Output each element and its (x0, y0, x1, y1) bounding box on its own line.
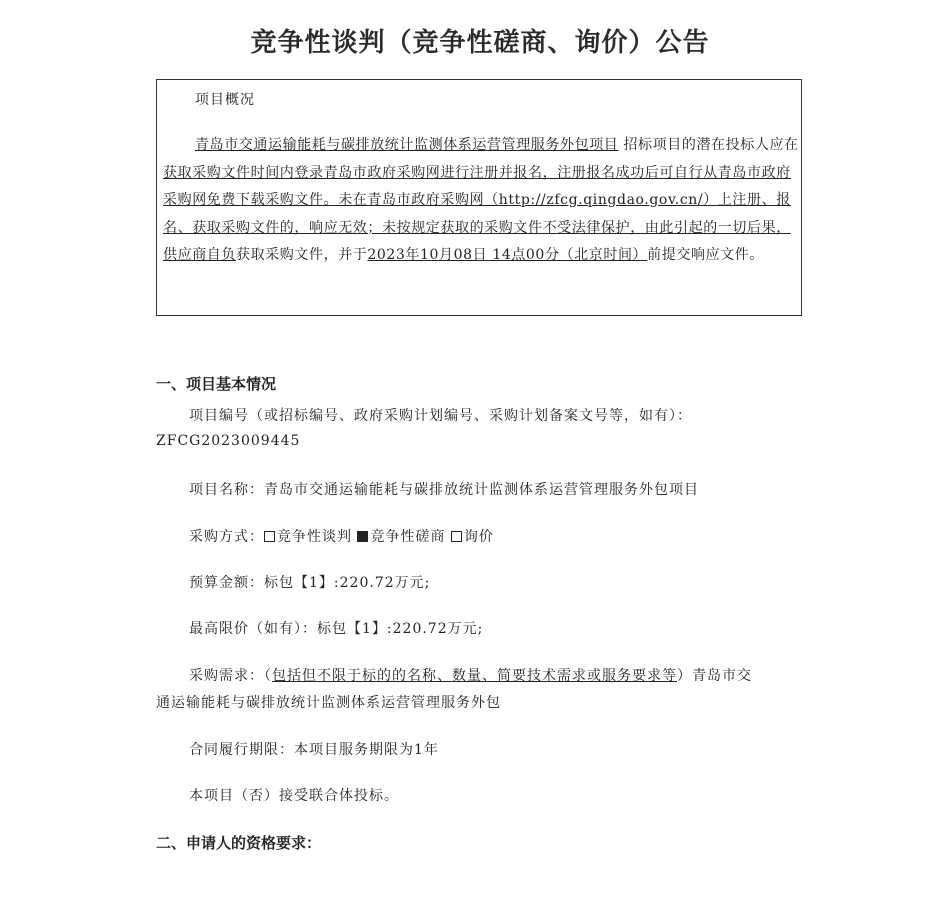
demand-line-1 (189, 665, 752, 685)
checked-checkbox-icon (357, 531, 368, 542)
consortium-line: 本项目（否）接受联合体投标。 (189, 788, 399, 804)
budget-line: 预算金额：标包【1】:220.72万元; (189, 575, 431, 591)
max-price-line: 最高限价（如有）：标包【1】:220.72万元; (189, 621, 484, 637)
section1-heading: 一、项目基本情况 (156, 375, 277, 393)
method-option-3: 询价 (463, 529, 494, 545)
demand-rest-1: ）青岛市交 (677, 668, 752, 684)
overview-paragraph (163, 132, 799, 270)
overview-text-3: 前提交响应文件。 (647, 247, 764, 263)
demand-underlined: 包括但不限于标的的名称、数量、简要技术需求或服务要求等 (272, 668, 677, 684)
page-title: 竞争性谈判（竞争性磋商、询价）公告 (250, 28, 710, 58)
project-no-label: 项目编号（或招标编号、政府采购计划编号、采购计划备案文号等，如有）： (189, 408, 692, 424)
method-option-1: 竞争性谈判 (277, 529, 352, 545)
overview-deadline: 2023年10月08日 14点00分（北京时间） (367, 247, 648, 263)
section2-heading: 二、申请人的资格要求： (156, 834, 322, 852)
contract-line: 合同履行期限：本项目服务期限为1年 (189, 742, 439, 758)
demand-line-2: 通运输能耗与碳排放统计监测体系运营管理服务外包 (156, 695, 501, 711)
overview-heading: 项目概况 (195, 92, 255, 108)
method-option-2: 竞争性磋商 (370, 529, 446, 545)
method-line (189, 526, 494, 546)
unchecked-checkbox-icon (451, 531, 462, 542)
project-name-line: 项目名称：青岛市交通运输能耗与碳排放统计监测体系运营管理服务外包项目 (189, 482, 699, 498)
overview-text-2: 获取采购文件，并于 (236, 247, 368, 263)
method-label: 采购方式： (189, 529, 264, 545)
overview-project-name: 青岛市交通运输能耗与碳排放统计监测体系运营管理服务外包项目 (195, 137, 619, 153)
overview-box (156, 79, 802, 316)
unchecked-checkbox-icon (264, 531, 275, 542)
project-no: ZFCG2023009445 (156, 433, 301, 449)
demand-label: 采购需求：（ (189, 668, 272, 684)
overview-process: 获取采购文件时间内登录青岛市政府采购网进行注册并报名，注册报名成功后可自行从青岛市政府采购网免费下载采购文件。未在青岛市政府采购网（http://zfcg.qingdao.gov.cn/）上注册、报名、获取采购文件的，响应无效；未按规定获取的采购文件不受法律保护，由此引起的一切后果，供应商自负 (163, 164, 791, 263)
overview-text-1: 招标项目的潜在投标人应在 (618, 137, 799, 153)
